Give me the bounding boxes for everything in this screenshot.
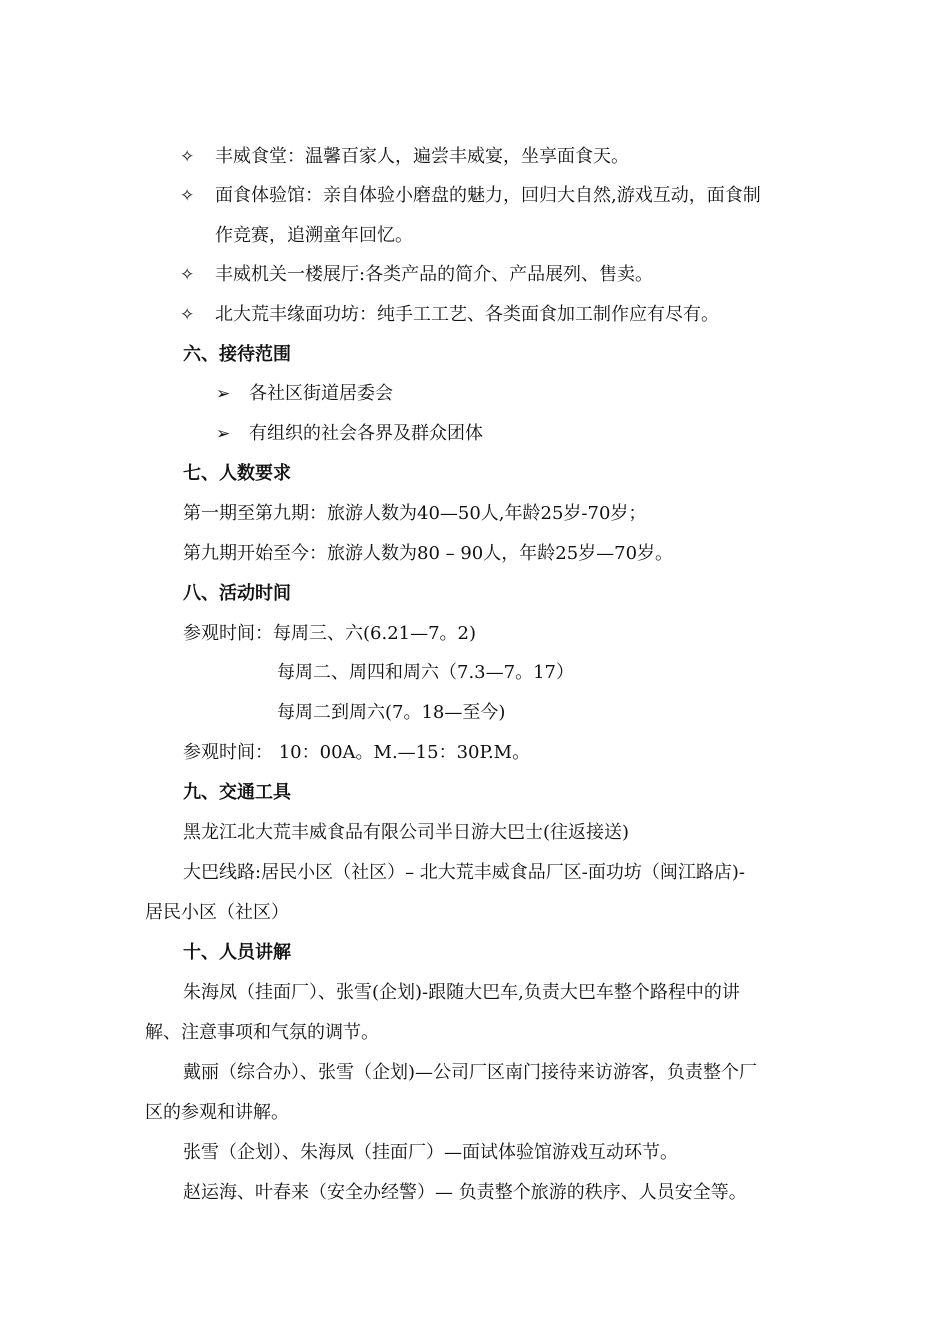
headcount-line: 第九期开始至今：旅游人数为80 – 90人，年龄25岁—70岁。 (183, 543, 674, 564)
staff-line: 朱海凤（挂面厂）、张雪(企划)-跟随大巴车,负责大巴车整个路程中的讲 (183, 982, 740, 1003)
visit-hours-line: 参观时间： 10：00A。M.—15：30P.M。 (183, 742, 531, 763)
facility-item: 丰威机关一楼展厅:各类产品的简介、产品展列、售卖。 (215, 264, 654, 285)
visit-schedule-line: 参观时间：每周三、六(6.21—7。2) (183, 623, 477, 644)
facility-item-continuation: 作竞赛，追溯童年回忆。 (215, 225, 413, 246)
headcount-line: 第一期至第九期：旅游人数为40—50人,年龄25岁-70岁； (183, 503, 647, 524)
section-heading-headcount: 七、人数要求 (183, 463, 291, 484)
visit-schedule-line: 每周二到周六(7。18—至今) (277, 702, 506, 723)
bullet-diamond-icon: ✧ (180, 186, 195, 206)
bullet-diamond-icon: ✧ (180, 147, 195, 167)
reception-scope-item: 各社区街道居委会 (249, 383, 393, 404)
staff-line: 张雪（企划）、朱海凤（挂面厂）—面试体验馆游戏互动环节。 (183, 1142, 678, 1163)
section-heading-reception-scope: 六、接待范围 (183, 344, 291, 365)
section-heading-activity-time: 八、活动时间 (183, 583, 291, 604)
reception-scope-item: 有组织的社会各界及群众团体 (249, 423, 483, 444)
transport-line: 黑龙江北大荒丰威食品有限公司半日游大巴士(往返接送) (183, 822, 630, 843)
bus-route-line: 大巴线路:居民小区（社区）– 北大荒丰威食品厂区-面功坊（闽江路店)- (183, 862, 745, 883)
staff-line-continuation: 区的参观和讲解。 (145, 1102, 289, 1123)
bullet-diamond-icon: ✧ (180, 265, 195, 285)
bullet-arrow-icon: ➢ (216, 424, 231, 444)
facility-item: 面食体验馆：亲自体验小磨盘的魅力，回归大自然,游戏互动，面食制 (215, 185, 761, 206)
facility-item: 北大荒丰缘面功坊：纯手工工艺、各类面食加工制作应有尽有。 (215, 304, 719, 325)
section-heading-staff-guides: 十、人员讲解 (183, 942, 291, 963)
section-heading-transport: 九、交通工具 (183, 782, 291, 803)
staff-line: 赵运海、叶春来（安全办经警）— 负责整个旅游的秩序、人员安全等。 (183, 1182, 747, 1203)
visit-schedule-line: 每周二、周四和周六（7.3—7。17） (277, 662, 574, 683)
facility-item: 丰威食堂：温馨百家人，遍尝丰威宴，坐享面食天。 (215, 146, 629, 167)
bus-route-continuation: 居民小区（社区） (145, 902, 289, 923)
staff-line: 戴丽（综合办）、张雪（企划)—公司厂区南门接待来访游客，负责整个厂 (183, 1062, 758, 1083)
bullet-arrow-icon: ➢ (216, 384, 231, 404)
bullet-diamond-icon: ✧ (180, 305, 195, 325)
staff-line-continuation: 解、注意事项和气氛的调节。 (145, 1022, 379, 1043)
